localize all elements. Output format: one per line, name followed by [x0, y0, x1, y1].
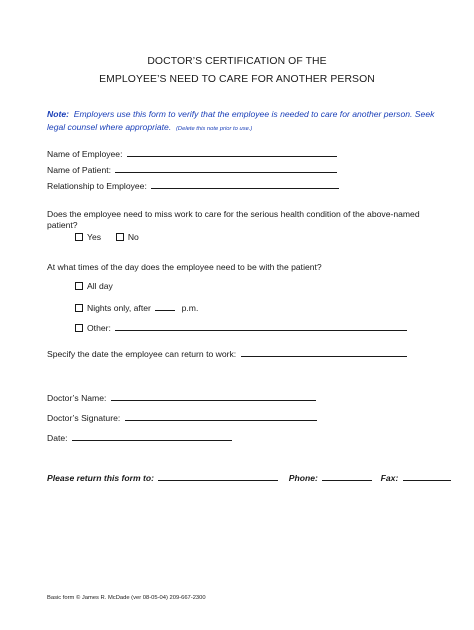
employee-name-field[interactable]: [127, 147, 337, 157]
date-field[interactable]: [72, 431, 232, 441]
patient-name-field[interactable]: [115, 163, 337, 173]
fax-field[interactable]: [403, 471, 451, 481]
relationship-label: Relationship to Employee:: [47, 181, 147, 191]
date-label: Date:: [47, 433, 68, 443]
fax-label: Fax:: [380, 473, 399, 483]
nights-option: [75, 301, 198, 313]
doctor-name-field[interactable]: [111, 391, 316, 401]
date-row: [47, 431, 232, 443]
other-label: Other:: [87, 323, 111, 333]
question1-line2: patient?: [47, 220, 78, 230]
return-form-label: Please return this form to:: [47, 473, 154, 483]
all-day-label: All day: [87, 281, 113, 291]
doctor-signature-field[interactable]: [125, 411, 317, 421]
return-date-field[interactable]: [241, 347, 407, 357]
footer-text: Basic form © James R. McDade (ver 08-05-04) 209-667-2300: [47, 595, 206, 601]
other-field[interactable]: [115, 321, 407, 331]
all-day-option: [75, 281, 113, 291]
form-title-line2: EMPLOYEE’S NEED TO CARE FOR ANOTHER PERSON: [99, 74, 375, 85]
note-block: [47, 108, 437, 135]
nights-label: Nights only, after: [87, 303, 151, 313]
nights-time-field[interactable]: [155, 301, 175, 311]
employee-name-label: Name of Employee:: [47, 149, 123, 159]
no-checkbox[interactable]: [116, 233, 124, 241]
form-title-line1: DOCTOR’S CERTIFICATION OF THE: [147, 56, 327, 67]
note-text: Employers use this form to verify that the employee is needed to care for another person. Seek legal counsel where appropriate.: [47, 109, 435, 132]
question1-line1: Does the employee need to miss work to care for the serious health condition of the above-named: [47, 209, 420, 219]
other-checkbox[interactable]: [75, 324, 83, 332]
relationship-field[interactable]: [151, 179, 339, 189]
return-date-row: [47, 347, 407, 359]
doctor-name-row: [47, 391, 316, 403]
phone-field[interactable]: [322, 471, 372, 481]
patient-name-row: [47, 163, 337, 175]
all-day-checkbox[interactable]: [75, 282, 83, 290]
return-form-row: [47, 471, 451, 483]
patient-name-label: Name of Patient:: [47, 165, 112, 175]
note-small-text: (Delete this note prior to use.): [176, 125, 253, 132]
no-label: No: [127, 232, 139, 242]
employee-name-row: [47, 147, 337, 159]
yes-label: Yes: [87, 232, 102, 242]
phone-label: Phone:: [288, 473, 318, 483]
return-date-label: Specify the date the employee can return to work:: [47, 349, 237, 359]
note-label: Note:: [47, 109, 69, 119]
doctor-name-label: Doctor’s Name:: [47, 393, 107, 403]
yes-checkbox[interactable]: [75, 233, 83, 241]
nights-checkbox[interactable]: [75, 304, 83, 312]
relationship-row: [47, 179, 339, 191]
doctor-signature-label: Doctor’s Signature:: [47, 413, 121, 423]
question1-options: [75, 232, 139, 242]
nights-pm-label: p.m.: [181, 303, 199, 313]
doctor-signature-row: [47, 411, 317, 423]
return-form-field[interactable]: [158, 471, 278, 481]
other-option: [75, 321, 407, 333]
question2-text: At what times of the day does the employee need to be with the patient?: [47, 262, 322, 272]
